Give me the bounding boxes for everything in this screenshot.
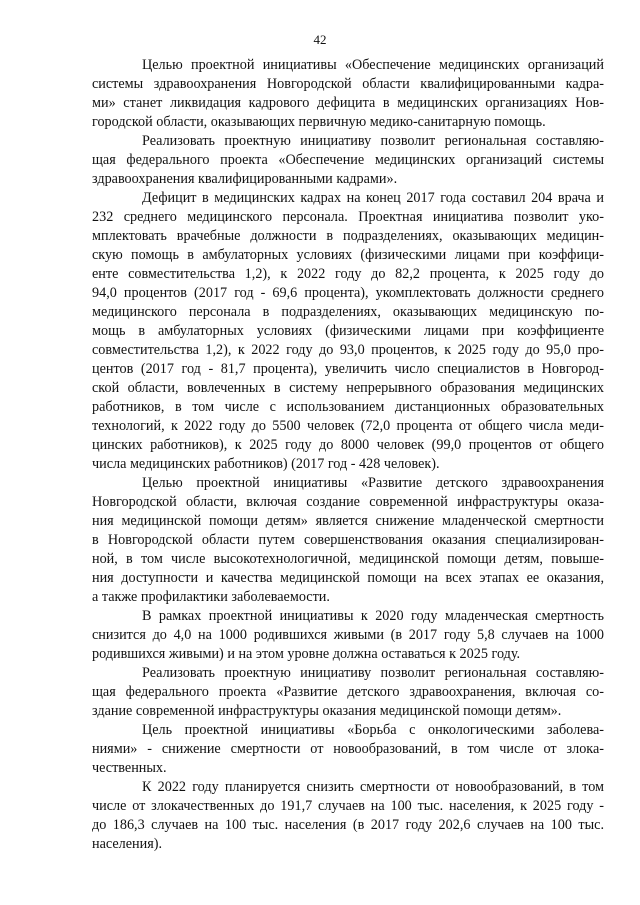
text-line: В рамках проектной инициативы к 2020 году младенческая смертность <box>142 608 604 624</box>
paragraph <box>92 721 604 778</box>
paragraph <box>92 664 604 721</box>
text-line: системы здравоохранения Новгородской области квалифицированными кадра- <box>92 76 604 92</box>
text-line: ми» станет ликвидация кадрового дефицита в медицинских организациях Нов- <box>92 95 604 111</box>
text-line: Цель проектной инициативы «Борьба с онкологическими заболева- <box>142 722 604 738</box>
text-line: К 2022 году планируется снизить смертности от новообразований, в том <box>142 779 604 795</box>
page-number: 42 <box>313 32 327 47</box>
text-line: населения). <box>92 836 163 852</box>
text-line: ниями» - снижение смертности от новообразований, в том числе от злока- <box>92 741 604 757</box>
text-line: снизится до 4,0 на 1000 родившихся живыми (в 2017 году 5,8 случаев на 1000 <box>92 627 604 643</box>
text-line: а также профилактики заболеваемости. <box>92 589 330 605</box>
document-body <box>92 56 604 854</box>
text-line: городской области, оказывающих первичную медико-санитарную помощь. <box>92 114 546 130</box>
paragraph <box>92 607 604 664</box>
text-line: ской области, вовлеченных в систему непрерывного образования медицинских <box>92 380 604 396</box>
paragraph <box>92 778 604 854</box>
text-line: совместительства 1,2), к 2022 году до 93,0 процентов, к 2025 году до 95,0 про- <box>92 342 604 358</box>
text-line: технологий, к 2022 году до 5500 человек (72,0 процента от общего числа меди- <box>92 418 604 434</box>
text-line: чественных. <box>92 760 167 776</box>
text-line: Дефицит в медицинских кадрах на конец 2017 года составил 204 врача и <box>142 190 604 206</box>
paragraph <box>92 189 604 474</box>
paragraph <box>92 132 604 189</box>
text-line: до 186,3 случаев на 100 тыс. населения (в 2017 году 202,6 случаев на 100 тыс. <box>92 817 604 833</box>
text-line: Реализовать проектную инициативу позволит региональная составляю- <box>142 133 604 149</box>
paragraph <box>92 56 604 132</box>
text-line: Новгородской области, включая создание современной инфраструктуры оказа- <box>92 494 604 510</box>
text-line: здание современной инфраструктуры оказания медицинской помощи детям». <box>92 703 562 719</box>
paragraph <box>92 474 604 607</box>
text-line: ния медицинской помощи детям» является снижение младенческой смертности <box>92 513 604 529</box>
text-line: центов (2017 год - 81,7 процента), увеличить число специалистов в Новгород- <box>92 361 604 377</box>
text-line: цинских работников), к 2025 году до 8000 человек (99,0 процентов от общего <box>92 437 604 453</box>
text-line: мощь в амбулаторных условиях (физическими лицами при коэффициенте <box>92 323 604 339</box>
text-line: здравоохранения квалифицированными кадрами». <box>92 171 398 187</box>
text-line: щая федерального проекта «Развитие детского здравоохранения, включая со- <box>92 684 604 700</box>
text-line: работников, в том числе с использованием дистанционных образовательных <box>92 399 604 415</box>
text-line: ния доступности и качества медицинской помощи на всех этапах ее оказания, <box>92 570 604 586</box>
text-line: числа медицинских работников) (2017 год - 428 человек). <box>92 456 440 472</box>
text-line: медицинского персонала в подразделениях, оказывающих медицинскую по- <box>92 304 604 320</box>
text-line: щая федерального проекта «Обеспечение медицинских организаций системы <box>92 152 604 168</box>
text-line: родившихся живыми) и на этом уровне должна оставаться к 2025 году. <box>92 646 521 662</box>
text-line: Целью проектной инициативы «Развитие детского здравоохранения <box>142 475 604 491</box>
text-line: скую помощь в амбулаторных условиях (физическими лицами при коэффици- <box>92 247 604 263</box>
text-line: 232 среднего медицинского персонала. Проектная инициатива позволит уко- <box>92 209 604 225</box>
text-line: числе от злокачественных до 191,7 случаев на 100 тыс. населения, к 2025 году - <box>92 798 604 814</box>
text-line: Целью проектной инициативы «Обеспечение медицинских организаций <box>142 57 604 73</box>
text-line: мплектовать врачебные должности в подразделениях, оказывающих медицин- <box>92 228 604 244</box>
text-line: 94,0 процентов (2017 год - 69,6 процента), укомплектовать должности среднего <box>92 285 604 301</box>
text-line: Реализовать проектную инициативу позволит региональная составляю- <box>142 665 604 681</box>
text-line: енте совместительства 1,2), к 2022 году до 82,2 процента, к 2025 году до <box>92 266 604 282</box>
text-line: в Новгородской области путем совершенствования оказания специализирован- <box>92 532 604 548</box>
text-line: ной, в том числе высокотехнологичной, медицинской помощи детям, повыше- <box>92 551 604 567</box>
